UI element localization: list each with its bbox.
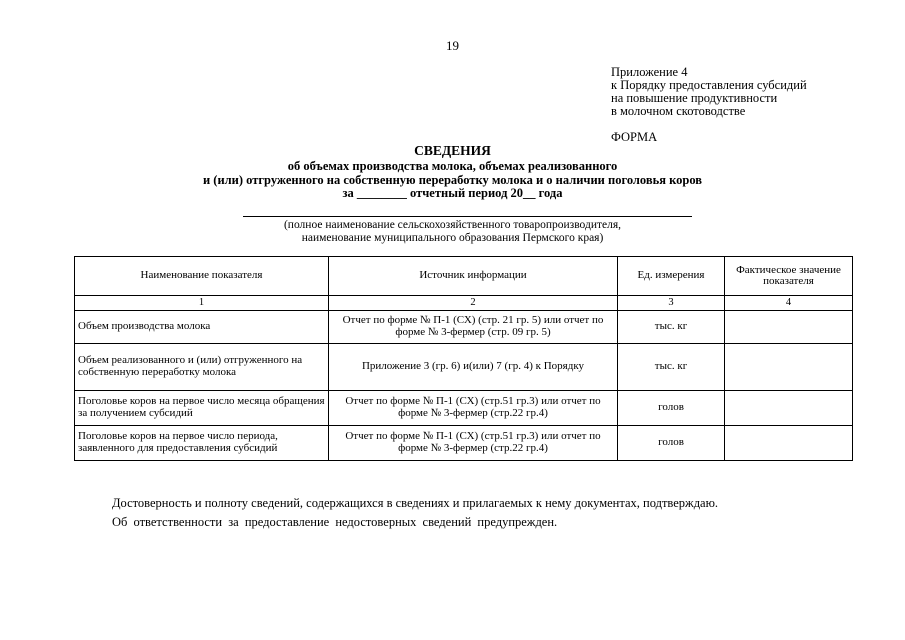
table-row xyxy=(75,390,853,425)
actual-value-cell[interactable] xyxy=(725,390,853,425)
information-source: Отчет по форме № П-1 (СХ) (стр. 21 гр. 5) или отчет по форме № 3-фермер (стр. 09 гр. 5) xyxy=(329,310,618,343)
information-source: Приложение 3 (гр. 6) и(или) 7 (гр. 4) к Порядку xyxy=(329,343,618,390)
column-number: 3 xyxy=(618,296,725,311)
unit-of-measure: тыс. кг xyxy=(618,310,725,343)
actual-value-cell[interactable] xyxy=(725,310,853,343)
table-row xyxy=(75,343,853,390)
header-unit: Ед. измерения xyxy=(618,257,725,296)
actual-value-cell[interactable] xyxy=(725,425,853,460)
information-source: Отчет по форме № П-1 (СХ) (стр.51 гр.3) или отчет по форме № 3-фермер (стр.22 гр.4) xyxy=(329,425,618,460)
organization-name-line xyxy=(243,216,692,217)
document-title: СВЕДЕНИЯ xyxy=(414,143,491,158)
column-number: 2 xyxy=(329,296,618,311)
table-row xyxy=(75,310,853,343)
table-header-row xyxy=(75,257,853,296)
information-source: Отчет по форме № П-1 (СХ) (стр.51 гр.3) или отчет по форме № 3-фермер (стр.22 гр.4) xyxy=(329,390,618,425)
organization-name-caption xyxy=(0,219,905,244)
appendix-line: к Порядку предоставления субсидий xyxy=(611,78,807,92)
indicator-name: Объем производства молока xyxy=(75,310,329,343)
indicators-table xyxy=(74,256,853,461)
indicator-name: Поголовье коров на первое число месяца обращения за получением субсидий xyxy=(75,390,329,425)
table-row xyxy=(75,425,853,460)
header-actual-value: Фактическое значение показателя xyxy=(725,257,853,296)
subtitle-line: об объемах производства молока, объемах реализованного xyxy=(287,159,618,173)
column-number-row xyxy=(75,296,853,311)
responsibility-line: Об ответственности за предоставление недостоверных сведений предупрежден. xyxy=(112,515,558,529)
form-label: ФОРМА xyxy=(611,130,658,144)
unit-of-measure: голов xyxy=(618,390,725,425)
appendix-reference xyxy=(611,66,807,118)
certification-line: Достоверность и полноту сведений, содержащихся в сведениях и прилагаемых к нему документах, подтверждаю. xyxy=(112,496,719,510)
column-number: 1 xyxy=(75,296,329,311)
subtitle-line: за ________ отчетный период 20__ года xyxy=(342,186,563,200)
caption-line: наименование муниципального образования Пермского края) xyxy=(301,231,604,244)
document-subtitle xyxy=(0,160,905,201)
subtitle-line: и (или) отгруженного на собственную переработку молока и о наличии поголовья коров xyxy=(202,172,703,187)
actual-value-cell[interactable] xyxy=(725,343,853,390)
certification-statement xyxy=(112,494,852,532)
indicator-name: Поголовье коров на первое число периода, заявленного для предоставления субсидий xyxy=(75,425,329,460)
column-number: 4 xyxy=(725,296,853,311)
unit-of-measure: тыс. кг xyxy=(618,343,725,390)
header-source: Источник информации xyxy=(329,257,618,296)
indicator-name: Объем реализованного и (или) отгруженного на собственную переработку молока xyxy=(75,343,329,390)
caption-line: (полное наименование сельскохозяйственного товаропроизводителя, xyxy=(283,219,622,231)
unit-of-measure: голов xyxy=(618,425,725,460)
header-indicator-name: Наименование показателя xyxy=(75,257,329,296)
appendix-line: в молочном скотоводстве xyxy=(611,104,746,118)
appendix-line: на повышение продуктивности xyxy=(611,91,778,105)
page-number: 19 xyxy=(446,38,459,53)
appendix-line: Приложение 4 xyxy=(611,65,688,79)
